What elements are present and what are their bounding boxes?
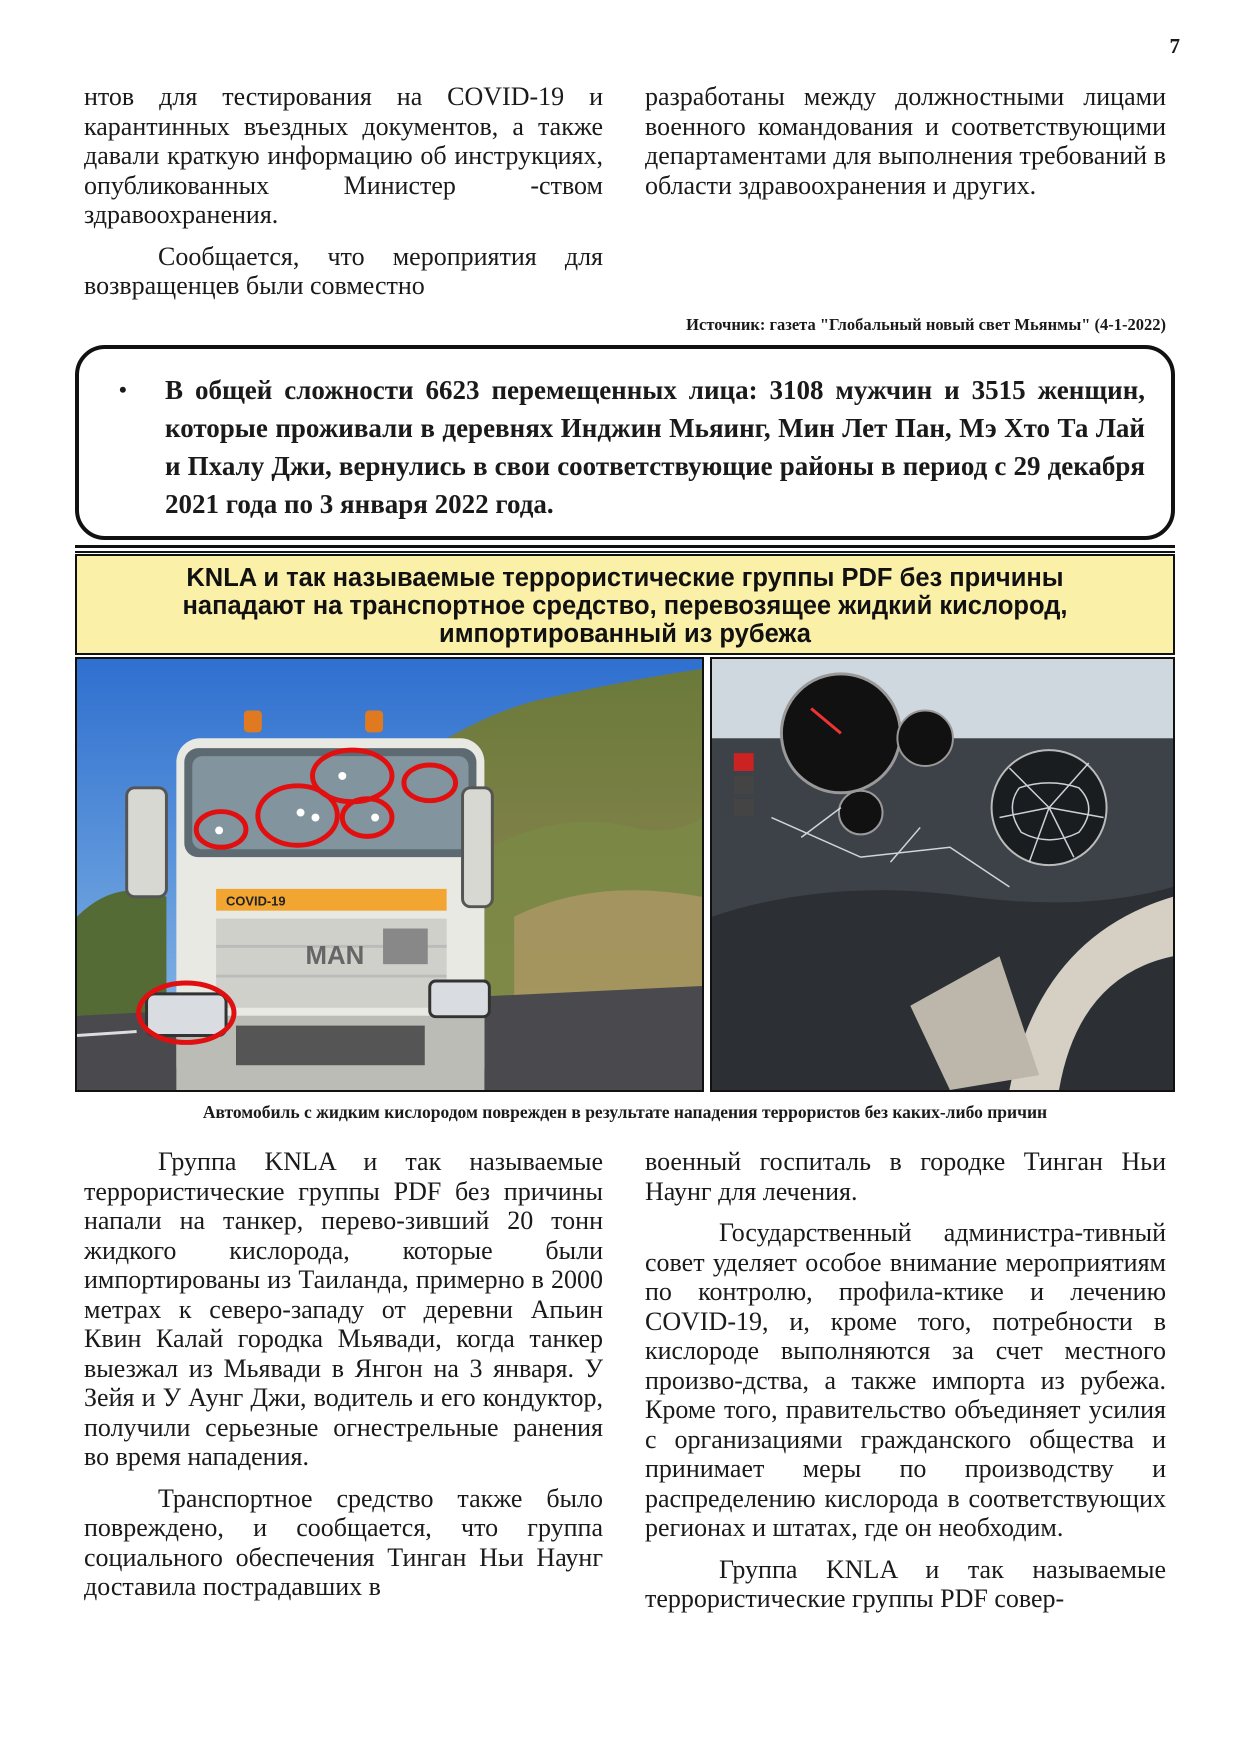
headline-line-2: нападают на транспортное средство, перевозящее жидкий кислород,: [182, 592, 1068, 620]
highlight-text: В общей сложности 6623 перемещенных лица: 3108 мужчин и 3515 женщин, которые проживали в деревнях Инджин Мьяинг, Мин Лет Пан, Мэ Хто Та Лай и Пхалу Джи, вернулись в свои соответствующие районы в период с 29 декабря 2021 года по 3 января 2022 года.: [165, 375, 1145, 519]
bottom-left-column: [84, 1147, 603, 1602]
dashboard-photo: [710, 657, 1175, 1092]
truck-photo: [75, 657, 704, 1092]
top-left-column: [84, 82, 603, 301]
headline-line-3: импортированный из рубежа: [439, 620, 811, 648]
page-number: 7: [1169, 34, 1180, 58]
truck-brand-text: MAN: [305, 942, 365, 971]
top-left-paragraph-1: нтов для тестирования на COVID-19 и карантинных въездных документов, а также давали краткую информацию об инструкциях, опубликованных Министер -ством здравоохранения.: [84, 82, 603, 229]
highlight-item: [119, 371, 1145, 523]
highlight-box: [75, 345, 1175, 540]
truck-photo-illustration: [77, 659, 702, 1090]
top-right-paragraph-1: разработаны между должностными лицами военного командования и соответствующими департаментами для выполнения требований в области здравоохранения и других.: [645, 82, 1166, 200]
top-right-column: [645, 82, 1166, 200]
bottom-left-paragraph-2: Транспортное средство также было повреждено, и сообщается, что группа социального обеспечения Тинган Ньи Наунг доставила пострадавших в: [84, 1483, 603, 1601]
bottom-right-column: [645, 1147, 1166, 1614]
bottom-right-paragraph-3: Группа KNLA и так называемые террористические группы PDF совер-: [645, 1554, 1166, 1613]
highlight-list: [119, 371, 1145, 523]
bottom-right-paragraph-1: военный госпиталь в городке Тинган Ньи Наунг для лечения.: [645, 1147, 1166, 1206]
bottom-right-paragraph-2: Государственный администра-тивный совет уделяет особое внимание мероприятиям по контролю, профила-ктике и лечению COVID-19, и, кроме того, потребности в кислороде выполняются за счет местного произво-дства, а также импорта из рубежа. Кроме того, правительство объединяет усилия с организациями гражданского общества и принимает меры по производству и распределению кислорода в соответствующих регионах и штатах, где он необходим.: [645, 1218, 1166, 1542]
bullet-icon: •: [119, 377, 127, 402]
truck-banner-text: COVID-19: [226, 893, 286, 909]
top-left-paragraph-2: Сообщается, что мероприятия для возвращенцев были совместно: [84, 241, 603, 300]
article-headline: [75, 554, 1175, 655]
photo-caption: Автомобиль с жидким кислородом поврежден в результате нападения террористов без каких-либо причин: [202, 1102, 1048, 1122]
double-rule-divider: [75, 545, 1175, 553]
source-attribution: Источник: газета "Глобальный новый свет Мьянмы" (4-1-2022): [686, 315, 1166, 334]
headline-line-1: KNLA и так называемые террористические группы PDF без причины: [186, 564, 1064, 592]
bottom-left-paragraph-1: Группа KNLA и так называемые террористические группы PDF без причины напали на танкер, перево-зивший 20 тонн жидкого кислорода, которые были импортированы из Таиланда, примерно в 2000 метрах к северо-западу от деревни Апьин Квин Калай городка Мьявади, когда танкер выезжал из Мьявади в Янгон на 3 января. У Зейя и У Аунг Джи, водитель и его кондуктор, получили серьезные огнестрельные ранения во время нападения.: [84, 1147, 603, 1471]
dashboard-photo-illustration: [712, 659, 1173, 1090]
